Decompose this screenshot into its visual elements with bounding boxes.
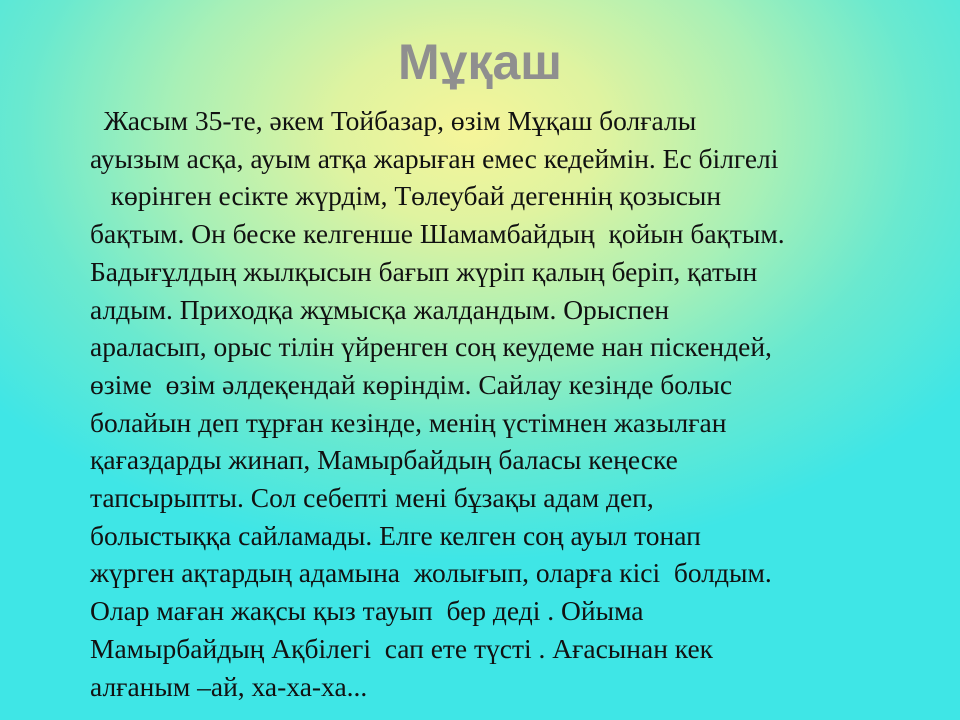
- text-line: Бадығұлдың жылқысын бағып жүріп қалың беріп, қатын: [90, 255, 758, 287]
- text-line: Мамырбайдың Ақбілегі сап ете түсті . Ағасынан кек: [90, 632, 714, 664]
- slide-title: Мұқаш: [398, 34, 562, 90]
- text-line: көрінген есікте жүрдім, Төлеубай дегеннің қозысын: [90, 180, 722, 212]
- text-line: алғаным –ай, ха-ха-ха...: [90, 670, 368, 702]
- text-line: Олар маған жақсы қыз тауып бер деді . Ойыма: [90, 595, 644, 627]
- text-line: араласып, орыс тілін үйренген соң кеудеме нан піскендей,: [90, 331, 772, 363]
- text-line: жүрген ақтардың адамына жолығып, оларға кісі болдым.: [90, 557, 772, 589]
- text-line: тапсырыпты. Сол себепті мені бұзақы адам деп,: [90, 482, 654, 514]
- text-line: Жасым 35-те, әкем Тойбазар, өзім Мұқаш болғалы: [90, 105, 697, 136]
- text-line: болыстыққа сайламады. Елге келген соң ауыл тонап: [90, 519, 701, 551]
- text-line: бақтым. Он беске келгенше Шамамбайдың қойын бақтым.: [90, 218, 785, 250]
- text-line: алдым. Приходқа жұмысқа жалдандым. Орыспен: [90, 293, 670, 325]
- text-line: болайын деп тұрған кезінде, менің үстімнен жазылған: [90, 406, 727, 438]
- slide-body-text: [90, 102, 920, 705]
- text-line: қағаздарды жинап, Мамырбайдың баласы кеңеске: [90, 444, 678, 476]
- text-line: өзіме өзім әлдеқендай көріндім. Сайлау кезінде болыс: [90, 368, 733, 400]
- text-line: ауызым асқа, ауым атқа жарыған емес кедеймін. Ес білгелі: [90, 142, 779, 174]
